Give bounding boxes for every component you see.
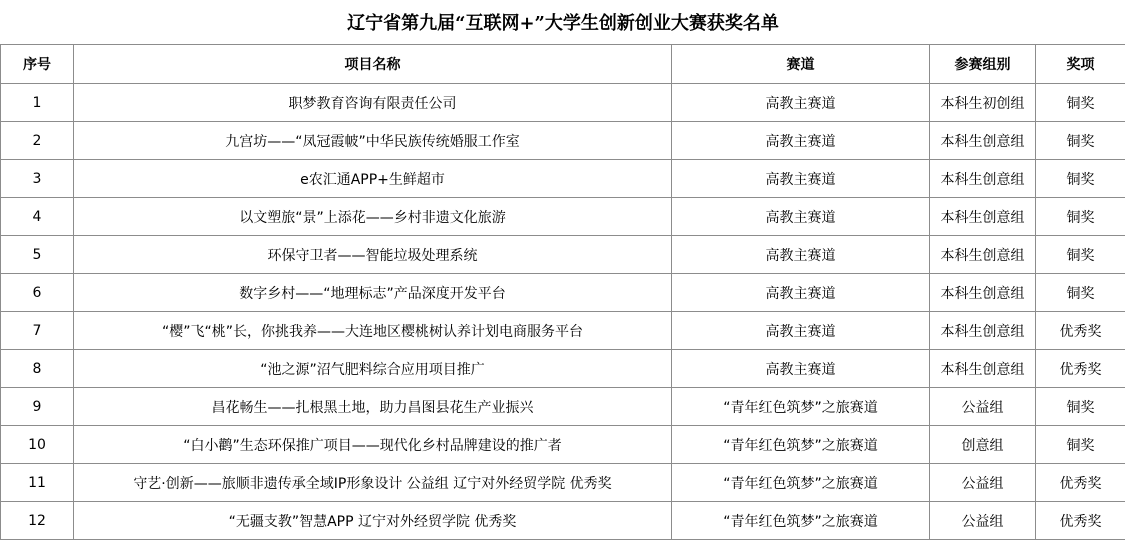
table-row [1,198,1125,236]
cell-award: 优秀奖 [1036,312,1125,350]
cell-index: 10 [1,426,74,464]
cell-award: 优秀奖 [1036,502,1125,540]
cell-project-name: 九宫坊——“凤冠霞帔”中华民族传统婚服工作室 [74,122,672,160]
cell-track: 高教主赛道 [672,236,930,274]
cell-award: 铜奖 [1036,274,1125,312]
cell-project-name: 守艺·创新——旅顺非遗传承全域IP形象设计 公益组 辽宁对外经贸学院 优秀奖 [74,464,672,502]
cell-index: 12 [1,502,74,540]
cell-group: 本科生创意组 [930,312,1036,350]
cell-group: 本科生创意组 [930,350,1036,388]
header-project-name: 项目名称 [74,45,672,84]
cell-group: 本科生创意组 [930,236,1036,274]
table-row [1,502,1125,540]
cell-award: 优秀奖 [1036,464,1125,502]
cell-index: 6 [1,274,74,312]
cell-track: “青年红色筑梦”之旅赛道 [672,464,930,502]
cell-project-name: 职梦教育咨询有限责任公司 [74,84,672,122]
cell-project-name: 以文塑旅“景”上添花——乡村非遗文化旅游 [74,198,672,236]
cell-track: “青年红色筑梦”之旅赛道 [672,502,930,540]
header-award: 奖项 [1036,45,1125,84]
cell-award: 铜奖 [1036,160,1125,198]
table-row [1,312,1125,350]
table-body [1,84,1125,540]
cell-project-name: “白小鹳”生态环保推广项目——现代化乡村品牌建设的推广者 [74,426,672,464]
table-row [1,84,1125,122]
cell-award: 铜奖 [1036,84,1125,122]
cell-track: 高教主赛道 [672,274,930,312]
cell-project-name: “池之源”沼气肥料综合应用项目推广 [74,350,672,388]
cell-group: 公益组 [930,388,1036,426]
cell-project-name: e农汇通APP+生鲜超市 [74,160,672,198]
cell-index: 4 [1,198,74,236]
cell-group: 创意组 [930,426,1036,464]
cell-group: 本科生创意组 [930,274,1036,312]
cell-project-name: 昌花畅生——扎根黑土地，助力昌图县花生产业振兴 [74,388,672,426]
cell-track: 高教主赛道 [672,312,930,350]
table-row [1,236,1125,274]
cell-award: 铜奖 [1036,426,1125,464]
table-row [1,464,1125,502]
cell-index: 1 [1,84,74,122]
cell-group: 公益组 [930,464,1036,502]
cell-index: 11 [1,464,74,502]
cell-track: 高教主赛道 [672,198,930,236]
cell-index: 8 [1,350,74,388]
cell-track: 高教主赛道 [672,122,930,160]
cell-index: 2 [1,122,74,160]
table-row [1,274,1125,312]
cell-track: “青年红色筑梦”之旅赛道 [672,426,930,464]
cell-group: 公益组 [930,502,1036,540]
cell-project-name: “无疆支教”智慧APP 辽宁对外经贸学院 优秀奖 [74,502,672,540]
title-row [1,0,1125,45]
cell-project-name: 数字乡村——“地理标志”产品深度开发平台 [74,274,672,312]
table-row [1,160,1125,198]
cell-track: “青年红色筑梦”之旅赛道 [672,388,930,426]
table-title: 辽宁省第九届“互联网+”大学生创新创业大赛获奖名单 [1,0,1125,45]
cell-index: 9 [1,388,74,426]
cell-group: 本科生创意组 [930,198,1036,236]
table-row [1,426,1125,464]
cell-award: 铜奖 [1036,236,1125,274]
cell-award: 铜奖 [1036,198,1125,236]
table-row [1,122,1125,160]
cell-index: 7 [1,312,74,350]
header-index: 序号 [1,45,74,84]
header-row [1,45,1125,84]
table-row [1,388,1125,426]
cell-track: 高教主赛道 [672,350,930,388]
cell-track: 高教主赛道 [672,160,930,198]
cell-index: 5 [1,236,74,274]
header-track: 赛道 [672,45,930,84]
cell-group: 本科生创意组 [930,122,1036,160]
table-row [1,350,1125,388]
cell-track: 高教主赛道 [672,84,930,122]
cell-project-name: 环保守卫者——智能垃圾处理系统 [74,236,672,274]
cell-project-name: “樱”飞“桃”长，你挑我养——大连地区樱桃树认养计划电商服务平台 [74,312,672,350]
cell-group: 本科生创意组 [930,160,1036,198]
cell-index: 3 [1,160,74,198]
header-group: 参赛组别 [930,45,1036,84]
cell-group: 本科生初创组 [930,84,1036,122]
cell-award: 优秀奖 [1036,350,1125,388]
cell-award: 铜奖 [1036,388,1125,426]
cell-award: 铜奖 [1036,122,1125,160]
